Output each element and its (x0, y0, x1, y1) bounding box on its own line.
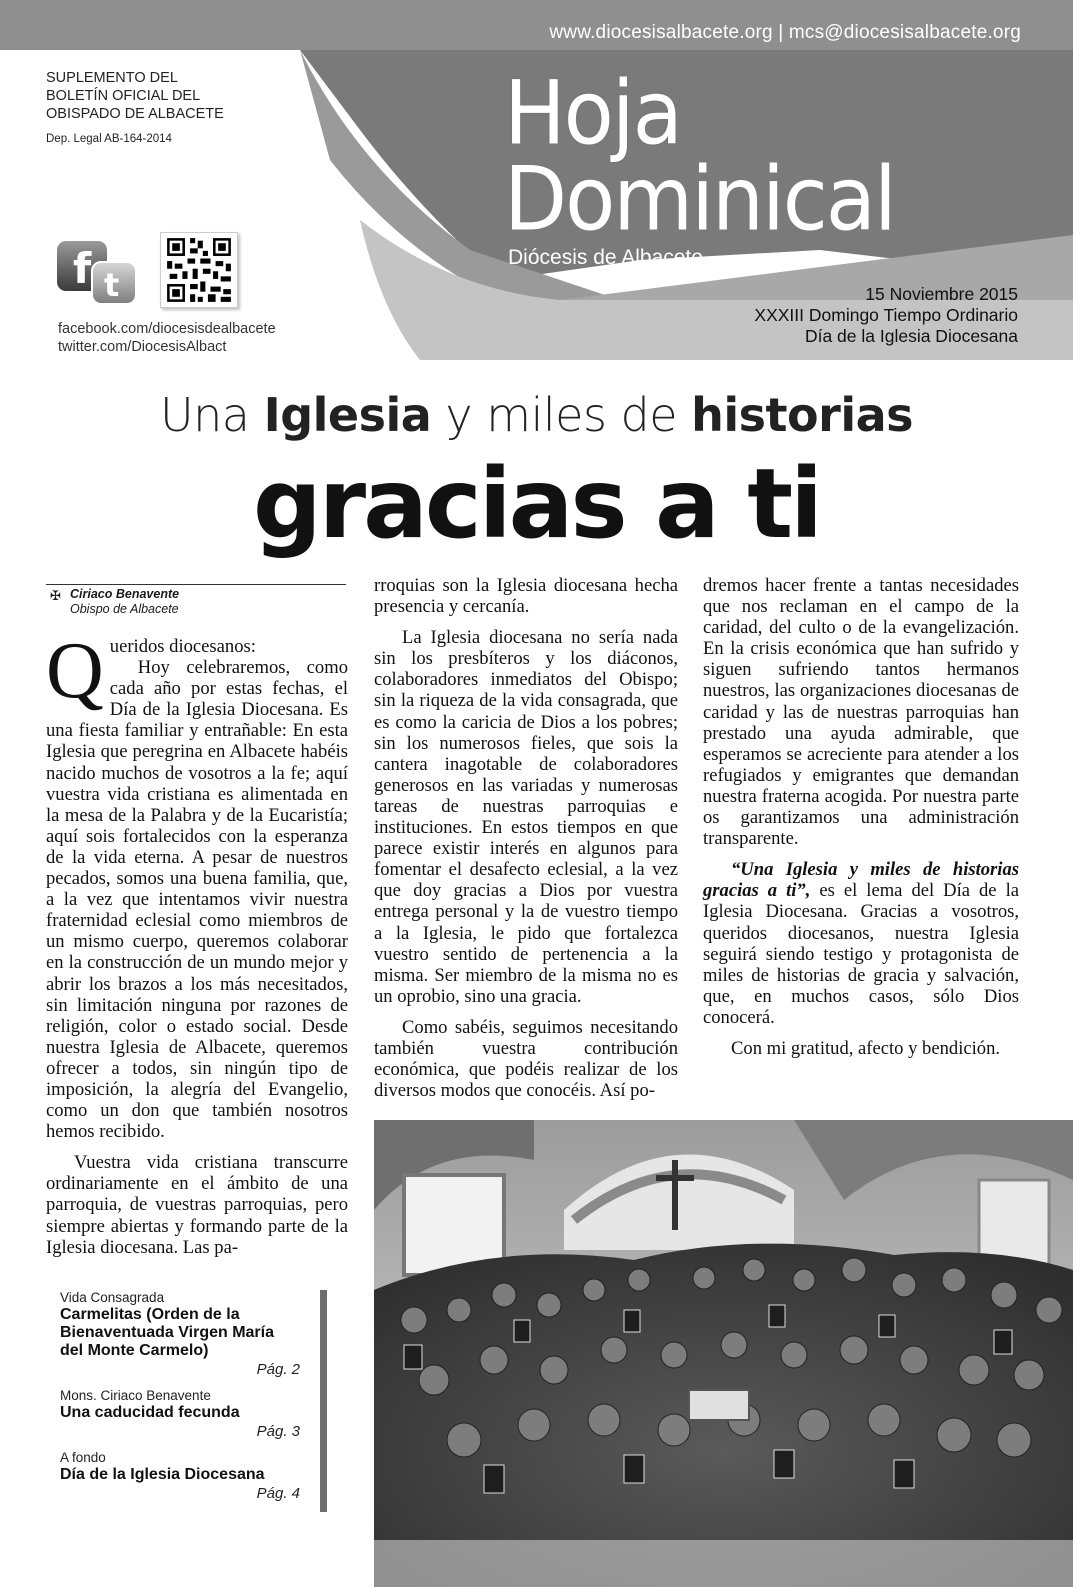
motto-text: es el lema del Día de la Iglesia Diocesana. Gracias a vosotros, queridos diocesanos, nuestra Iglesia seguirá siendo testigo y protagonista de miles de historias de gracia y salvación, que, en muchos casos, sólo Dios conocerá. (703, 880, 1019, 1028)
index-kicker: A fondo (60, 1450, 106, 1465)
index-item[interactable] (60, 1290, 300, 1380)
supplement-notice (46, 69, 224, 123)
headline-word: y miles de (445, 388, 678, 442)
facebook-twitter-icon[interactable] (56, 240, 138, 306)
supplement-line: OBISPADO DE ALBACETE (46, 106, 224, 122)
greeting: ueridos diocesanos: (109, 636, 256, 657)
twitter-link[interactable]: twitter.com/DiocesisAlbact (58, 339, 227, 355)
legal-deposit: Dep. Legal AB-164-2014 (46, 133, 172, 145)
occasion: Día de la Iglesia Diocesana (804, 326, 1018, 346)
qr-code-icon[interactable] (160, 232, 238, 308)
issue-date: 15 Noviembre 2015 (865, 284, 1018, 304)
index-kicker: Vida Consagrada (60, 1290, 165, 1305)
drop-cap: Q (46, 627, 104, 715)
article-column-1 (46, 627, 348, 1268)
article-paragraph: Como sabéis, seguimos necesitando también vuestra contribución económica, que podéis realizar de los diversos modos que conocéis. Así po- (374, 1016, 678, 1102)
supplement-line: BOLETÍN OFICIAL DEL (46, 88, 201, 104)
social-links (58, 320, 276, 356)
headline-word: Una (159, 388, 250, 442)
headline-line2: gracias a ti (253, 448, 820, 560)
article-paragraph: La Iglesia diocesana no sería nada sin los presbíteros y los diáconos, colaboradores inmediatos del Obispo; sin la riqueza de la vida consagrada, que es como la caricia de Dios a los pobres; sin los numerosos fieles, que sois la cantera inagotable de colaboradores generosos en las variadas y numerosas tareas de nuestras parroquias e instituciones. En estos tiempos en que parece existir interés en algunos para fomentar el desafecto eclesial, a la vez que doy gracias a Dios por vuestra entrega personal y la de vuestro tiempo a la Iglesia, le pido que fortalezca vuestro sentido de pertenencia a la misma. Ser miembro de la misma no es un oprobio, sino una gracia. (374, 627, 678, 1007)
svg-text:t: t (104, 266, 120, 304)
contact-links[interactable]: www.diocesisalbacete.org | mcs@diocesisalbacete.org (549, 22, 1021, 43)
article-paragraph: rroquias son la Iglesia diocesana hecha presencia y cercanía. (374, 575, 678, 618)
supplement-line: SUPLEMENTO DEL (46, 70, 178, 86)
index-title: Una caducidad fecunda (60, 1404, 240, 1421)
svg-text:f: f (73, 244, 92, 293)
byline (46, 584, 346, 617)
liturgical-sunday: XXXIII Domingo Tiempo Ordinario (754, 305, 1018, 325)
index-page: Pág. 2 (256, 1361, 300, 1378)
masthead-title-line1: Hoja (504, 62, 681, 166)
article-column-2 (374, 575, 678, 1111)
cross-icon: ✠ (50, 588, 61, 603)
index-page: Pág. 4 (256, 1485, 300, 1502)
contents-index (60, 1290, 300, 1512)
top-contact-bar (0, 0, 1073, 50)
index-page: Pág. 3 (256, 1423, 300, 1440)
author-name: Ciriaco Benavente (70, 587, 180, 601)
index-item[interactable] (60, 1450, 300, 1504)
article-paragraph: dremos hacer frente a tantas necesidades que nos reclaman en el campo de la caridad, del culto o de la evangelización. En la crisis económica que han sufrido y siguen sufriendo tantos hermanos nuestros, las organizaciones diocesanas de caridad y las de nuestras parroquias han prestado una ayuda admirable, que esperamos se acreciente para atender a los refugiados y emigrantes que demandan nuestra fraterna acogida. Por nuestra parte os garantizamos una administración transparente. (703, 575, 1019, 850)
article-paragraph: Hoy celebraremos, como cada año por estas fechas, el Día de la Iglesia Diocesana. Es una fiesta familiar y entrañable: En esta Iglesia que peregrina en Albacete habéis nacido muchos de vosotros a la fe; aquí vuestra vida cristiana es alimentada en la mesa de la Palabra y de la Eucaristía; aquí sois fortalecidos con la esperanza de la vida eterna. A pesar de nuestros pecados, somos una buena familia, que, a la vez que intentamos vivir nuestra fraternidad eclesial como miembros de un mismo cuerpo, queremos colaborar en la construcción de un mundo mejor y abrir los brazos a los más necesitados, sin limitación ninguna por razones de religión, color o estado social. Desde nuestra Iglesia de Albacete, queremos ofrecer a todos, sin ningún tipo de imposición, la alegría del Evangelio, como un don que también nosotros hemos recibido. (46, 657, 348, 1143)
headline-line1 (0, 388, 1073, 442)
headline-word-bold: Iglesia (263, 388, 432, 442)
motto-quote: “Una Iglesia y miles de historias gracias a ti”, (703, 859, 1019, 902)
index-item[interactable] (60, 1388, 300, 1442)
article-paragraph (703, 859, 1019, 1028)
group-photo (374, 1120, 1073, 1587)
article-paragraph: Vuestra vida cristiana transcurre ordinariamente en el ámbito de una parroquia, de vuestras parroquias, pero siempre abiertas y formando parte de la Iglesia diocesana. Las pa- (46, 1152, 348, 1258)
author-role: Obispo de Albacete (70, 602, 179, 616)
facebook-link[interactable]: facebook.com/diocesisdealbacete (58, 321, 276, 337)
headline-word-bold: historias (691, 388, 914, 442)
masthead-logo (504, 62, 895, 269)
issue-info (754, 284, 1018, 347)
masthead-subtitle: Diócesis de Albacete (508, 246, 703, 269)
index-title: Carmelitas (Orden de la Bienaventuada Virgen María del Monte Carmelo) (60, 1306, 274, 1359)
article-closing: Con mi gratitud, afecto y bendición. (731, 1037, 1001, 1059)
masthead-title-line2: Dominical (504, 148, 895, 252)
article-column-3 (703, 575, 1019, 1069)
index-side-bar (320, 1290, 327, 1512)
index-kicker: Mons. Ciriaco Benavente (60, 1388, 211, 1403)
index-title: Día de la Iglesia Diocesana (60, 1466, 265, 1483)
